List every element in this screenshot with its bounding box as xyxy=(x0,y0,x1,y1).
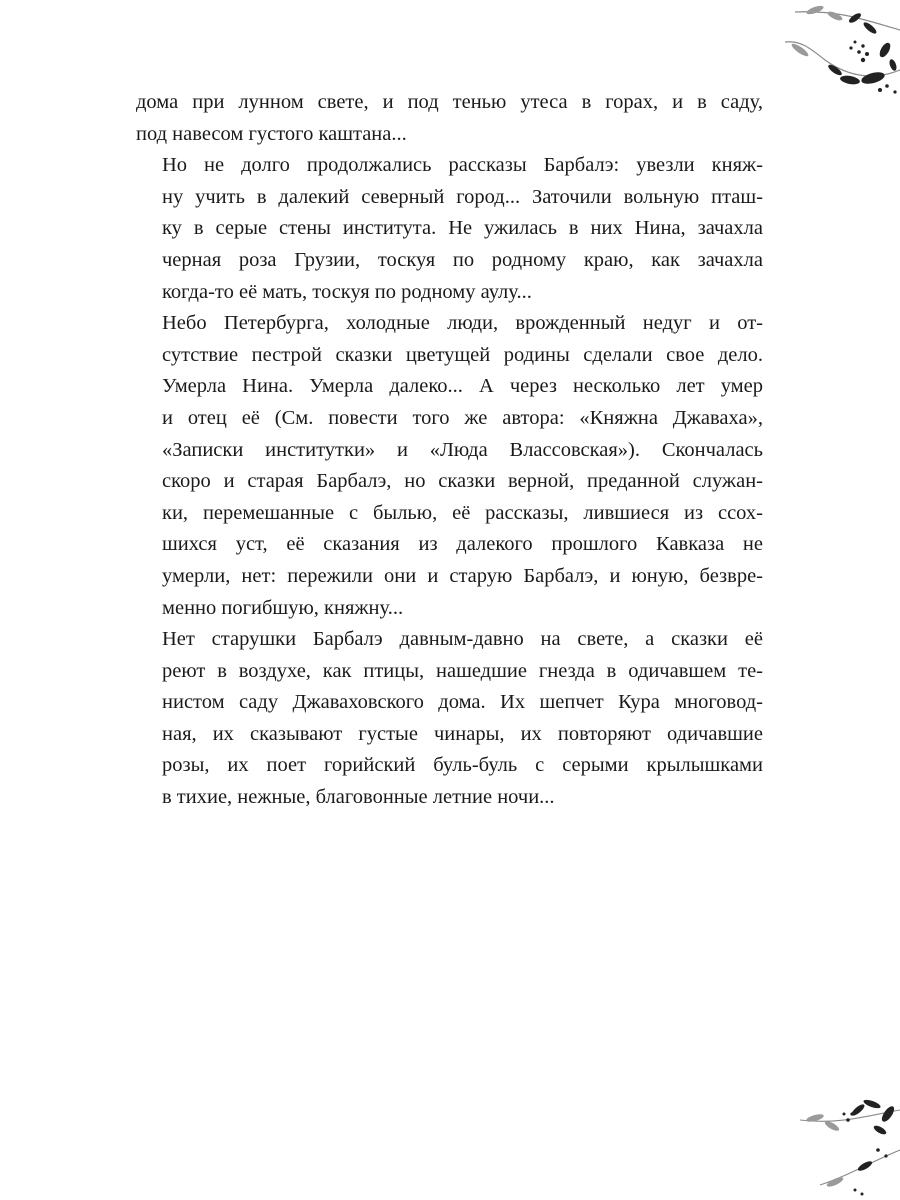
text-line: черная роза Грузии, тоскуя по родному краю, как зачахла xyxy=(162,248,763,271)
text-line: ку в серые стены института. Не ужилась в них Нина, зачахла xyxy=(162,217,763,240)
paragraph-2 xyxy=(136,150,763,308)
text-line: Небо Петербурга, холодные люди, врожденный недуг и от- xyxy=(162,312,763,335)
text-line: ная, их сказывают густые чинары, их повторяют одичавшие xyxy=(162,722,763,745)
paragraph-1 xyxy=(136,87,763,150)
text-line: Нет старушки Барбалэ давным-давно на свете, а сказки её xyxy=(162,628,763,651)
text-line: шихся уст, её сказания из далекого прошлого Кавказа не xyxy=(162,533,763,556)
text-line: ну учить в далекий северный город... Заточили вольную пташ- xyxy=(162,185,763,208)
text-line: «Записки институтки» и «Люда Влассовская»). Скончалась xyxy=(162,438,763,461)
text-line: Умерла Нина. Умерла далеко... А через несколько лет умер xyxy=(162,375,763,398)
text-line: умерли, нет: пережили они и старую Барбалэ, и юную, безвре- xyxy=(162,564,763,587)
text-line: и отец её (См. повести того же автора: «Княжна Джаваха», xyxy=(162,406,763,429)
page-text xyxy=(136,87,763,814)
floral-branch-icon xyxy=(755,0,900,110)
text-line: под навесом густого каштана... xyxy=(136,122,407,145)
text-line: дома при лунном свете, и под тенью утеса в горах, и в саду, xyxy=(136,91,763,113)
floral-branch-icon xyxy=(760,1090,900,1200)
text-line: менно погибшую, княжну... xyxy=(162,596,404,619)
text-line: ки, перемешанные с былью, её рассказы, лившиеся из ссох- xyxy=(162,501,763,524)
text-line: розы, их поет горийский буль-буль с серыми крылышками xyxy=(162,754,763,777)
text-line: нистом саду Джаваховского дома. Их шепчет Кура многовод- xyxy=(162,691,763,714)
text-line: Но не долго продолжались рассказы Барбалэ: увезли княж- xyxy=(162,154,763,177)
text-line: реют в воздухе, как птицы, нашедшие гнезда в одичавшем те- xyxy=(162,659,763,682)
paragraph-4 xyxy=(136,624,763,814)
text-line: сутствие пестрой сказки цветущей родины сделали свое дело. xyxy=(162,343,763,366)
paragraph-3 xyxy=(136,308,763,624)
text-line: в тихие, нежные, благовонные летние ночи... xyxy=(162,786,555,809)
text-line: когда-то её мать, тоскуя по родному аулу... xyxy=(162,280,532,303)
text-line: скоро и старая Барбалэ, но сказки верной, преданной служан- xyxy=(162,470,763,493)
